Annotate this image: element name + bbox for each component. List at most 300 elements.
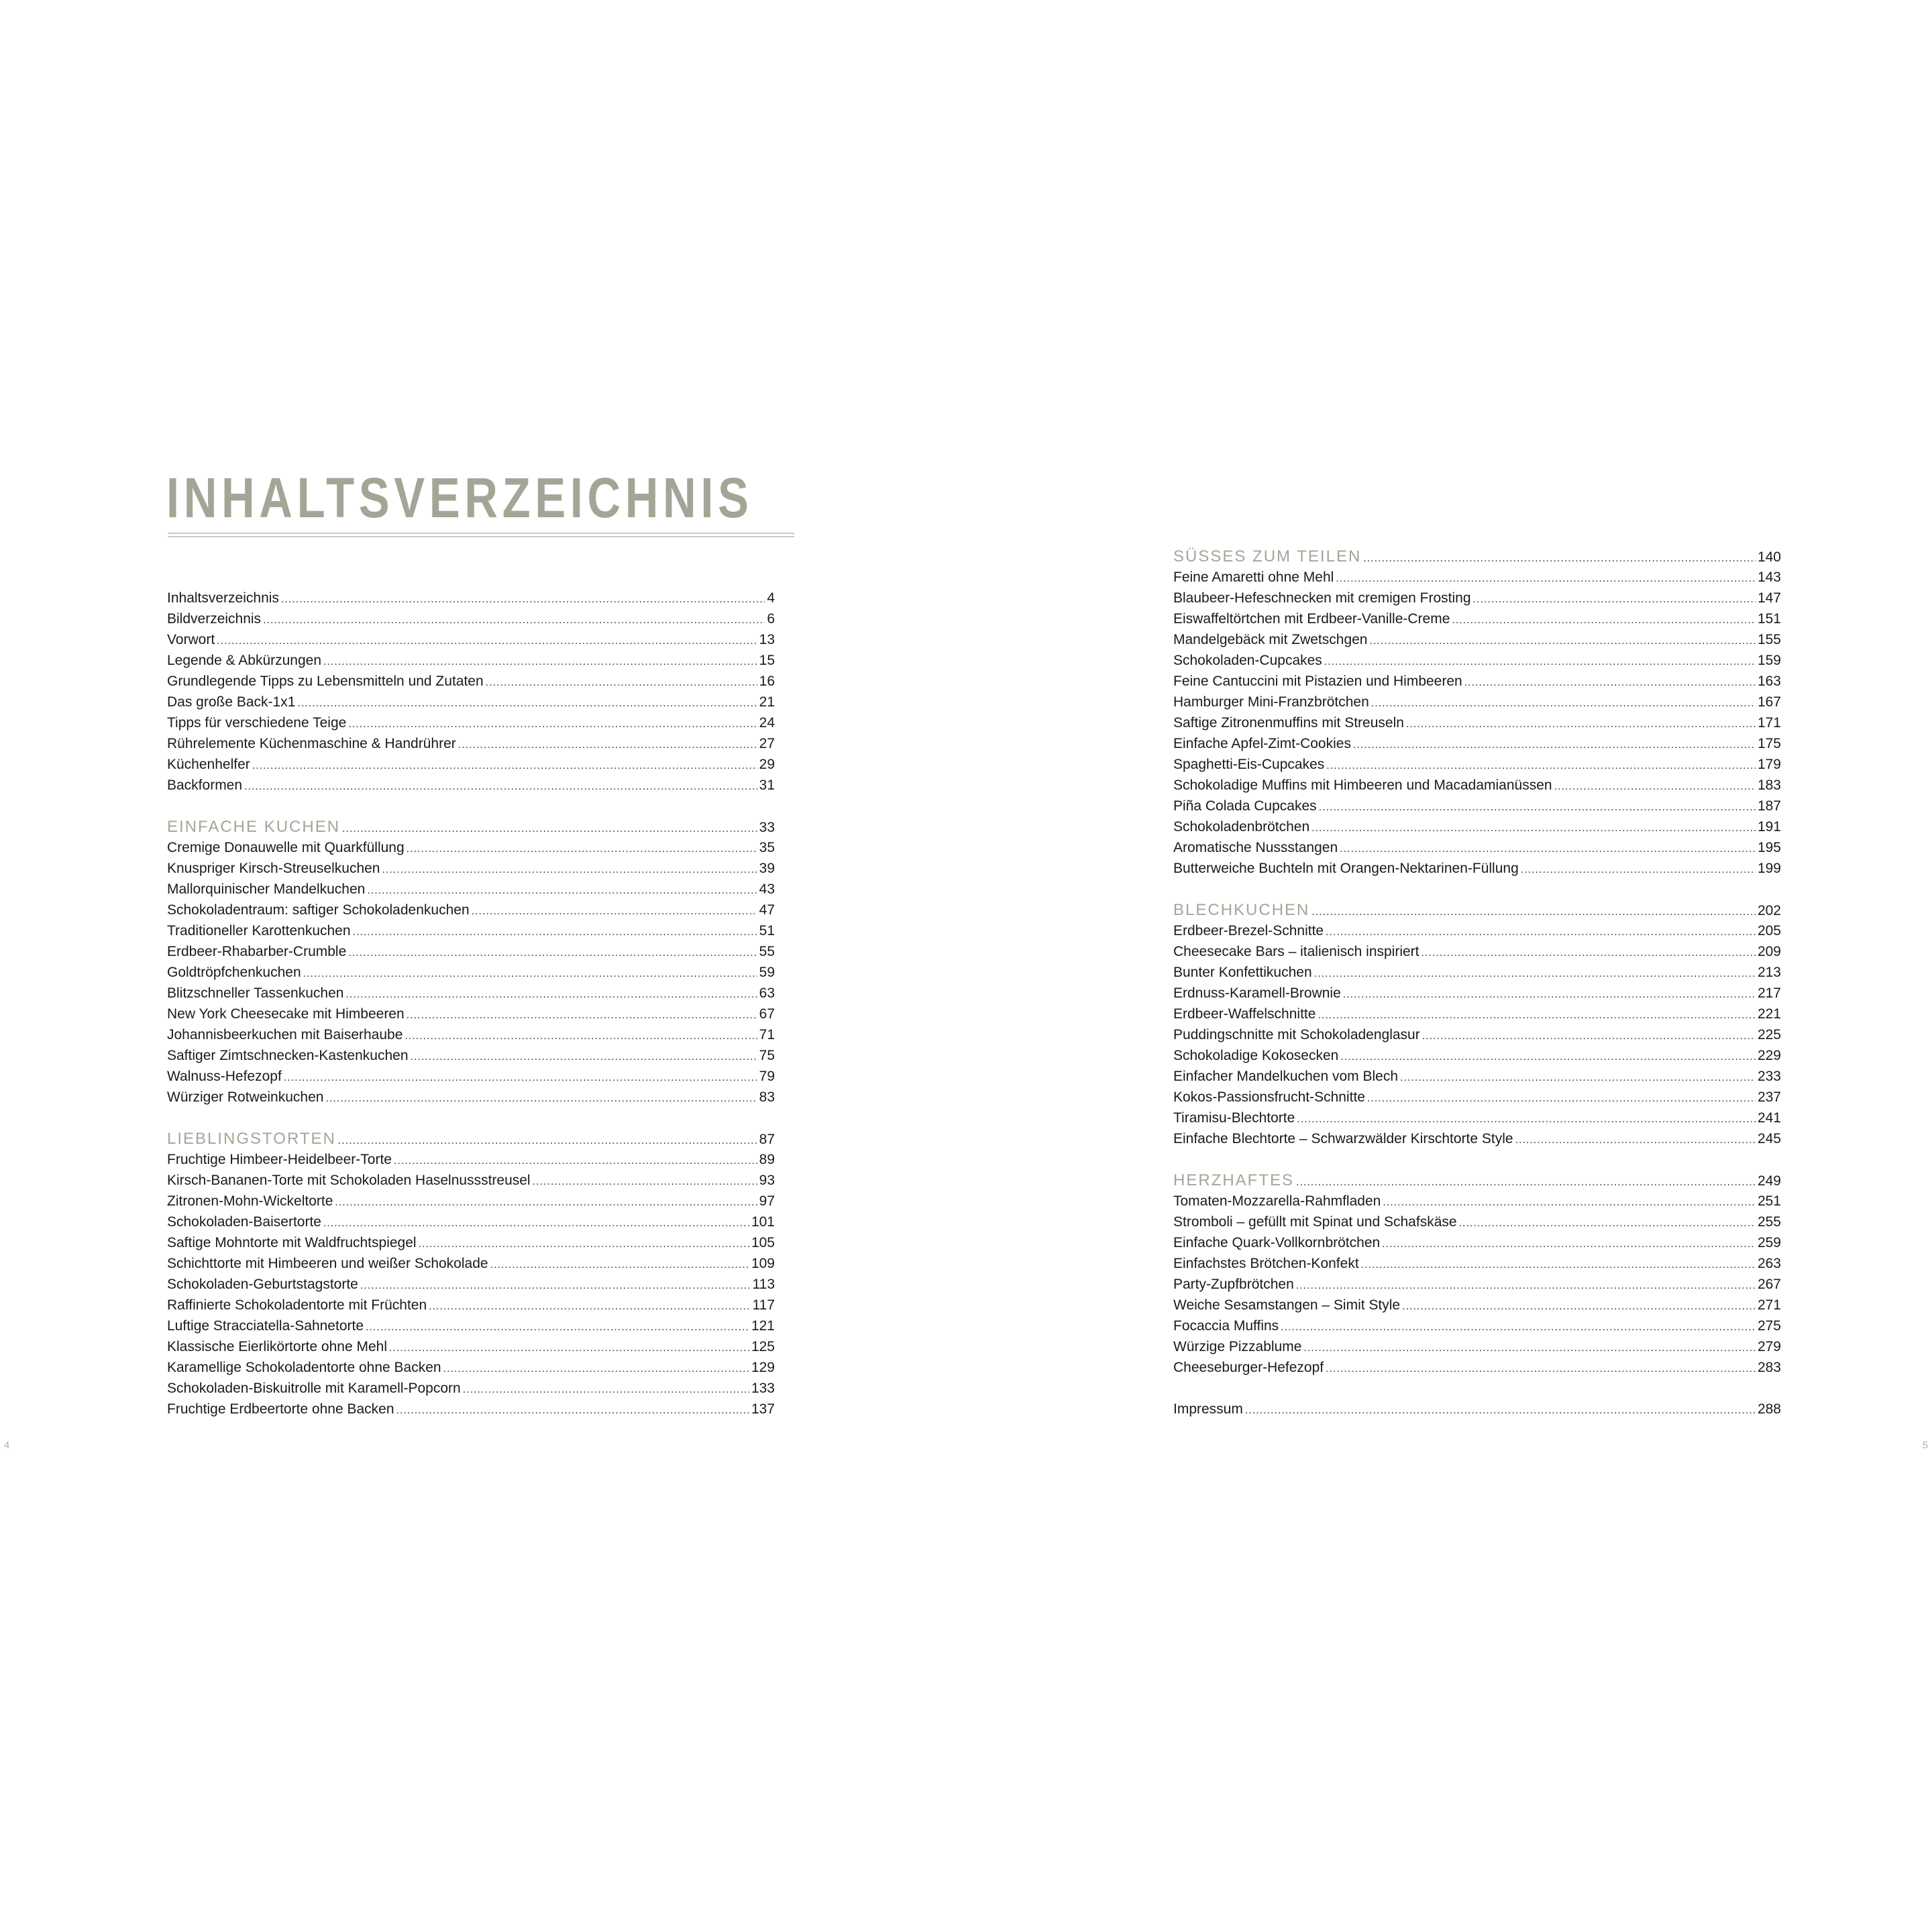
dot-leader — [297, 693, 757, 714]
dot-leader — [345, 984, 757, 1005]
dot-leader — [366, 1317, 749, 1338]
dot-leader — [1554, 776, 1756, 797]
toc-section — [167, 1128, 775, 1419]
toc-page-number: 137 — [751, 1401, 775, 1417]
toc-entry-title: Erdbeer-Rhabarber-Crumble — [167, 944, 347, 959]
toc-entry[interactable] — [167, 1232, 775, 1253]
toc-page-number: 67 — [759, 1006, 775, 1022]
dot-leader — [1324, 651, 1756, 672]
toc-entry[interactable] — [167, 1253, 775, 1274]
toc-entry-title: Saftige Mohntorte mit Waldfruchtspiegel — [167, 1235, 417, 1250]
dot-leader — [1422, 1026, 1756, 1046]
toc-entry[interactable] — [167, 1066, 775, 1087]
toc-page-number: 241 — [1757, 1110, 1781, 1126]
toc-entry[interactable] — [1173, 712, 1781, 733]
dot-leader — [1371, 693, 1756, 714]
toc-entry-title: Kirsch-Bananen-Torte mit Schokoladen Haselnussstreusel — [167, 1173, 531, 1188]
toc-entry-title: Schichttorte mit Himbeeren und weißer Schokolade — [167, 1256, 488, 1271]
toc-entry[interactable] — [167, 692, 775, 712]
toc-entry[interactable] — [1173, 1045, 1781, 1066]
toc-page-number: 33 — [759, 820, 775, 835]
toc-entry-title: Schokoladen-Biskuitrolle mit Karamell-Popcorn — [167, 1381, 461, 1396]
toc-page-number: 221 — [1757, 1006, 1781, 1022]
toc-page-number: 21 — [759, 694, 775, 710]
toc-entry[interactable] — [1173, 1316, 1781, 1336]
toc-page-number: 191 — [1757, 819, 1781, 835]
toc-entry-title: Karamellige Schokoladentorte ohne Backen — [167, 1360, 441, 1375]
toc-right-column — [1173, 546, 1781, 1419]
dot-leader — [396, 1400, 749, 1421]
toc-entry-title: Küchenhelfer — [167, 757, 250, 772]
toc-page-number: 237 — [1757, 1089, 1781, 1105]
toc-page-number: 15 — [759, 653, 775, 668]
toc-page-number: 51 — [759, 923, 775, 938]
toc-page-number: 151 — [1757, 611, 1781, 627]
toc-entry[interactable] — [167, 941, 775, 962]
toc-entry[interactable] — [1173, 775, 1781, 796]
toc-page-number: 171 — [1757, 715, 1781, 731]
toc-page-number: 275 — [1757, 1318, 1781, 1334]
dot-leader — [1343, 984, 1756, 1005]
dot-leader — [284, 1067, 757, 1088]
toc-entry-title: Schokoladen-Cupcakes — [1173, 653, 1322, 668]
toc-entry[interactable] — [167, 1378, 775, 1399]
section-heading: LIEBLINGSTORTEN — [167, 1130, 336, 1148]
section-heading: BLECHKUCHEN — [1173, 901, 1310, 919]
toc-entry[interactable] — [1173, 608, 1781, 629]
toc-page-number: 187 — [1757, 798, 1781, 814]
dot-leader — [353, 922, 757, 943]
toc-entry[interactable] — [167, 983, 775, 1004]
dot-leader — [458, 735, 757, 755]
toc-page-number: 4 — [767, 590, 775, 606]
toc-entry[interactable] — [1173, 671, 1781, 692]
toc-page-number: 283 — [1757, 1360, 1781, 1375]
section-spacer — [167, 1108, 775, 1128]
toc-entry[interactable] — [1173, 920, 1781, 941]
dot-leader — [463, 1379, 749, 1400]
toc-entry[interactable] — [167, 1045, 775, 1066]
dot-leader — [323, 651, 757, 672]
toc-page-number: 263 — [1757, 1256, 1781, 1271]
dot-leader — [394, 1150, 757, 1171]
page-number-left: 4 — [4, 1440, 10, 1451]
dot-leader — [360, 1275, 751, 1296]
section-heading: SÜSSES ZUM TEILEN — [1173, 547, 1362, 566]
toc-entry[interactable] — [1173, 692, 1781, 712]
toc-page-number: 105 — [751, 1235, 775, 1250]
toc-page-number: 29 — [759, 757, 775, 772]
dot-leader — [1363, 548, 1756, 569]
dot-leader — [335, 1192, 757, 1213]
toc-entry-title: Einfachstes Brötchen-Konfekt — [1173, 1256, 1359, 1271]
toc-entry-title: Schokoladige Muffins mit Himbeeren und Macadamianüssen — [1173, 777, 1552, 793]
toc-entry[interactable] — [1173, 858, 1781, 879]
toc-entry-title: Erdbeer-Waffelschnitte — [1173, 1006, 1316, 1022]
toc-entry-title: Zitronen-Mohn-Wickeltorte — [167, 1193, 333, 1209]
toc-entry-title: Grundlegende Tipps zu Lebensmitteln und Zutaten — [167, 674, 484, 689]
toc-entry-title: Party-Zupfbrötchen — [1173, 1277, 1294, 1292]
toc-entry-title: Saftiger Zimtschnecken-Kastenkuchen — [167, 1048, 409, 1063]
toc-page-number: 217 — [1757, 985, 1781, 1001]
toc-entry-title: Butterweiche Buchteln mit Orangen-Nektarinen-Füllung — [1173, 861, 1519, 876]
dot-leader — [443, 1358, 749, 1379]
toc-page-number: 121 — [751, 1318, 775, 1334]
dot-leader — [1319, 797, 1756, 818]
toc-page-number: 195 — [1757, 840, 1781, 855]
toc-page-number: 47 — [759, 902, 775, 918]
dot-leader — [1400, 1067, 1756, 1088]
toc-page-number: 271 — [1757, 1297, 1781, 1313]
toc-page-number: 113 — [752, 1277, 775, 1292]
toc-entry[interactable] — [167, 629, 775, 650]
section-heading: EINFACHE KUCHEN — [167, 818, 341, 836]
toc-entry-title: Cheesecake Bars – italienisch inspiriert — [1173, 944, 1419, 959]
toc-page-number: 125 — [751, 1339, 775, 1354]
dot-leader — [389, 1338, 749, 1358]
dot-leader — [1421, 943, 1756, 963]
toc-entry-title: Walnuss-Hefezopf — [167, 1069, 282, 1084]
toc-entry-title: Blaubeer-Hefeschnecken mit cremigen Frosting — [1173, 590, 1471, 606]
dot-leader — [1383, 1192, 1756, 1213]
toc-page-number: 213 — [1757, 965, 1781, 980]
dot-leader — [217, 631, 757, 651]
section-heading-row[interactable] — [167, 1128, 775, 1149]
dot-leader — [1406, 714, 1756, 735]
toc-page-number: 279 — [1757, 1339, 1781, 1354]
toc-entry-title: Impressum — [1173, 1401, 1243, 1417]
dot-leader — [1326, 755, 1756, 776]
toc-page-number: 109 — [751, 1256, 775, 1271]
dot-leader — [486, 672, 757, 693]
toc-page-number: 205 — [1757, 923, 1781, 938]
toc-page-number: 179 — [1757, 757, 1781, 772]
toc-entry[interactable] — [1173, 1108, 1781, 1128]
toc-page-number: 71 — [759, 1027, 775, 1042]
toc-entry[interactable] — [1173, 962, 1781, 983]
toc-page-number: 6 — [767, 611, 775, 627]
dot-leader — [411, 1046, 757, 1067]
dot-leader — [1521, 859, 1756, 880]
dot-leader — [263, 610, 765, 631]
dot-leader — [490, 1254, 749, 1275]
toc-entry[interactable] — [167, 1004, 775, 1024]
toc-page-number: 209 — [1757, 944, 1781, 959]
toc-entry[interactable] — [167, 754, 775, 775]
dot-leader — [1296, 1275, 1756, 1296]
toc-left-column — [167, 588, 775, 1419]
toc-page-number: 140 — [1757, 549, 1781, 565]
dot-leader — [1402, 1296, 1756, 1317]
dot-leader — [1326, 1358, 1756, 1379]
toc-page-number: 159 — [1757, 653, 1781, 668]
toc-entry[interactable] — [1173, 1024, 1781, 1045]
toc-entry[interactable] — [1173, 1066, 1781, 1087]
toc-entry[interactable] — [1173, 983, 1781, 1004]
toc-entry[interactable] — [1173, 1191, 1781, 1212]
toc-entry-title: Würzige Pizzablume — [1173, 1339, 1302, 1354]
toc-page-number: 175 — [1757, 736, 1781, 751]
dot-leader — [1326, 922, 1756, 943]
toc-entry[interactable] — [1173, 1357, 1781, 1378]
toc-entry[interactable] — [167, 858, 775, 879]
toc-page-number: 245 — [1757, 1131, 1781, 1146]
toc-entry[interactable] — [1173, 941, 1781, 962]
toc-entry[interactable] — [1173, 1336, 1781, 1357]
toc-page-number: 93 — [759, 1173, 775, 1188]
section-heading-row[interactable] — [1173, 1170, 1781, 1191]
dot-leader — [472, 901, 757, 922]
dot-leader — [1296, 1172, 1756, 1193]
toc-page-number: 163 — [1757, 674, 1781, 689]
dot-leader — [1303, 1338, 1756, 1358]
toc-entry[interactable] — [1173, 1004, 1781, 1024]
toc-page-number: 101 — [751, 1214, 775, 1230]
toc-entry-title: Klassische Eierlikörtorte ohne Mehl — [167, 1339, 387, 1354]
toc-entry[interactable] — [167, 1295, 775, 1316]
toc-entry[interactable] — [1173, 816, 1781, 837]
dot-leader — [1318, 1005, 1756, 1026]
toc-page-number: 75 — [759, 1048, 775, 1063]
dot-leader — [407, 839, 757, 859]
toc-entry-title: Saftige Zitronenmuffins mit Streuseln — [1173, 715, 1404, 731]
toc-entry[interactable] — [167, 1316, 775, 1336]
section-heading-row[interactable] — [1173, 900, 1781, 920]
toc-page-number: 133 — [751, 1381, 775, 1396]
dot-leader — [342, 818, 757, 839]
section-heading-row[interactable] — [1173, 546, 1781, 567]
toc-entry-title: Eiswaffeltörtchen mit Erdbeer-Vanille-Creme — [1173, 611, 1450, 627]
toc-entry-title: Mallorquinischer Mandelkuchen — [167, 881, 366, 897]
toc-page-number: 83 — [759, 1089, 775, 1105]
toc-section — [1173, 546, 1781, 879]
dot-leader — [1311, 818, 1756, 839]
toc-entry[interactable] — [167, 1149, 775, 1170]
toc-entry[interactable] — [167, 733, 775, 754]
toc-section — [1173, 1170, 1781, 1378]
toc-entry[interactable] — [1173, 588, 1781, 608]
toc-section — [167, 588, 775, 796]
toc-entry[interactable] — [1173, 796, 1781, 816]
toc-entry-title: Erdbeer-Brezel-Schnitte — [1173, 923, 1324, 938]
toc-entry-title: Stromboli – gefüllt mit Spinat und Schafskäse — [1173, 1214, 1457, 1230]
toc-page-number: 183 — [1757, 777, 1781, 793]
toc-page-number: 24 — [759, 715, 775, 731]
toc-page-number: 155 — [1757, 632, 1781, 647]
toc-page-number: 233 — [1757, 1069, 1781, 1084]
toc-entry[interactable] — [167, 671, 775, 692]
dot-leader — [348, 943, 757, 963]
dot-leader — [1367, 1088, 1756, 1109]
toc-entry-title: Spaghetti-Eis-Cupcakes — [1173, 757, 1325, 772]
toc-entry[interactable] — [1173, 650, 1781, 671]
toc-page-number: 59 — [759, 965, 775, 980]
toc-entry-title: Bunter Konfettikuchen — [1173, 965, 1312, 980]
dot-leader — [325, 1088, 757, 1109]
toc-page-number: 255 — [1757, 1214, 1781, 1230]
toc-page-number: 249 — [1757, 1173, 1781, 1189]
toc-entry-title: Vorwort — [167, 632, 215, 647]
toc-entry[interactable] — [167, 1336, 775, 1357]
toc-entry[interactable] — [1173, 754, 1781, 775]
toc-entry-title: Focaccia Muffins — [1173, 1318, 1279, 1334]
dot-leader — [303, 963, 757, 984]
toc-entry[interactable] — [1173, 1274, 1781, 1295]
toc-entry[interactable] — [167, 1191, 775, 1212]
toc-entry-title: Blitzschneller Tassenkuchen — [167, 985, 344, 1001]
dot-leader — [1353, 735, 1756, 755]
page-number-right: 5 — [1922, 1440, 1928, 1451]
toc-entry-title: Legende & Abkürzungen — [167, 653, 322, 668]
toc-entry[interactable] — [167, 712, 775, 733]
toc-section — [1173, 1399, 1781, 1419]
toc-entry-title: Backformen — [167, 777, 243, 793]
toc-entry-title: Fruchtige Himbeer-Heidelbeer-Torte — [167, 1152, 392, 1167]
toc-entry[interactable] — [167, 1170, 775, 1191]
toc-entry[interactable] — [167, 1024, 775, 1045]
toc-entry-title: Einfache Apfel-Zimt-Cookies — [1173, 736, 1351, 751]
toc-entry-title: Cremige Donauwelle mit Quarkfüllung — [167, 840, 405, 855]
dot-leader — [1452, 610, 1756, 631]
dot-leader — [407, 1005, 757, 1026]
page-title: INHALTSVERZEICHNIS — [166, 466, 753, 529]
toc-entry[interactable] — [1173, 629, 1781, 650]
dot-leader — [281, 589, 765, 610]
toc-entry[interactable] — [167, 1399, 775, 1419]
toc-entry-title: Einfache Quark-Vollkornbrötchen — [1173, 1235, 1381, 1250]
toc-entry[interactable] — [1173, 733, 1781, 754]
dot-leader — [1515, 1130, 1756, 1150]
dot-leader — [1464, 672, 1756, 693]
toc-entry[interactable] — [1173, 1212, 1781, 1232]
dot-leader — [1281, 1317, 1756, 1338]
toc-entry-title: Traditioneller Karottenkuchen — [167, 923, 351, 938]
toc-page-number: 251 — [1757, 1193, 1781, 1209]
dot-leader — [338, 1130, 757, 1151]
dot-leader — [1473, 589, 1756, 610]
toc-entry-title: Rührelemente Küchenmaschine & Handrührer — [167, 736, 456, 751]
toc-page-number: 63 — [759, 985, 775, 1001]
toc-page-number: 79 — [759, 1069, 775, 1084]
toc-entry[interactable] — [167, 1357, 775, 1378]
dot-leader — [1361, 1254, 1756, 1275]
toc-entry-title: Feine Cantuccini mit Pistazien und Himbeeren — [1173, 674, 1462, 689]
toc-entry-title: Piña Colada Cupcakes — [1173, 798, 1317, 814]
toc-entry-title: Schokoladen-Baisertorte — [167, 1214, 321, 1230]
toc-entry[interactable] — [167, 837, 775, 858]
toc-entry[interactable] — [167, 1087, 775, 1108]
toc-entry[interactable] — [167, 900, 775, 920]
toc-entry-title: Schokoladige Kokosecken — [1173, 1048, 1339, 1063]
toc-page-number: 117 — [752, 1297, 775, 1313]
toc-entry-title: Kokos-Passionsfrucht-Schnitte — [1173, 1089, 1365, 1105]
toc-entry-title: Fruchtige Erdbeertorte ohne Backen — [167, 1401, 394, 1417]
toc-entry-title: Schokoladen-Geburtstagstorte — [167, 1277, 358, 1292]
dot-leader — [405, 1026, 757, 1046]
toc-page-number: 267 — [1757, 1277, 1781, 1292]
toc-entry[interactable] — [1173, 1232, 1781, 1253]
toc-entry[interactable] — [167, 920, 775, 941]
toc-entry[interactable] — [1173, 1399, 1781, 1419]
toc-entry-title: Inhaltsverzeichnis — [167, 590, 279, 606]
section-spacer — [1173, 879, 1781, 900]
section-spacer — [167, 796, 775, 816]
toc-entry[interactable] — [167, 1212, 775, 1232]
dot-leader — [419, 1234, 749, 1254]
toc-page-number: 87 — [759, 1132, 775, 1147]
toc-page-number: 89 — [759, 1152, 775, 1167]
dot-leader — [1311, 902, 1756, 922]
toc-entry-title: Tiramisu-Blechtorte — [1173, 1110, 1295, 1126]
section-spacer — [1173, 1378, 1781, 1399]
dot-leader — [367, 880, 757, 901]
toc-entry[interactable] — [1173, 1087, 1781, 1108]
toc-page-number: 143 — [1757, 570, 1781, 585]
toc-entry-title: Mandelgebäck mit Zwetschgen — [1173, 632, 1368, 647]
toc-page-number: 31 — [759, 777, 775, 793]
toc-page-number: 27 — [759, 736, 775, 751]
toc-page-number: 225 — [1757, 1027, 1781, 1042]
title-divider — [168, 533, 794, 537]
dot-leader — [244, 776, 757, 797]
toc-entry[interactable] — [1173, 567, 1781, 588]
dot-leader — [1297, 1109, 1756, 1130]
toc-entry-title: Einfache Blechtorte – Schwarzwälder Kirschtorte Style — [1173, 1131, 1513, 1146]
toc-entry-title: Johannisbeerkuchen mit Baiserhaube — [167, 1027, 403, 1042]
toc-entry-title: Das große Back-1x1 — [167, 694, 296, 710]
toc-entry-title: Aromatische Nussstangen — [1173, 840, 1338, 855]
toc-entry[interactable] — [1173, 1295, 1781, 1316]
dot-leader — [1340, 839, 1756, 859]
dot-leader — [252, 755, 757, 776]
toc-entry[interactable] — [1173, 1253, 1781, 1274]
dot-leader — [1314, 963, 1756, 984]
toc-entry-title: Raffinierte Schokoladentorte mit Früchten — [167, 1297, 427, 1313]
toc-entry[interactable] — [1173, 1128, 1781, 1149]
dot-leader — [1369, 631, 1755, 651]
toc-entry-title: Erdnuss-Karamell-Brownie — [1173, 985, 1341, 1001]
section-heading-row[interactable] — [167, 816, 775, 837]
toc-page-number: 55 — [759, 944, 775, 959]
toc-entry[interactable] — [167, 588, 775, 608]
toc-entry[interactable] — [1173, 837, 1781, 858]
toc-page-number: 147 — [1757, 590, 1781, 606]
toc-entry[interactable] — [167, 650, 775, 671]
toc-page-number: 229 — [1757, 1048, 1781, 1063]
toc-section — [167, 816, 775, 1108]
toc-page-number: 97 — [759, 1193, 775, 1209]
dot-leader — [323, 1213, 749, 1234]
toc-entry[interactable] — [167, 608, 775, 629]
toc-section — [1173, 900, 1781, 1149]
toc-page-number: 35 — [759, 840, 775, 855]
toc-entry[interactable] — [167, 879, 775, 900]
toc-page-number: 129 — [751, 1360, 775, 1375]
dot-leader — [1382, 1234, 1756, 1254]
toc-entry[interactable] — [167, 962, 775, 983]
toc-entry-title: New York Cheesecake mit Himbeeren — [167, 1006, 405, 1022]
toc-page-number: 43 — [759, 881, 775, 897]
toc-entry-title: Tomaten-Mozzarella-Rahmfladen — [1173, 1193, 1381, 1209]
toc-entry[interactable] — [167, 1274, 775, 1295]
toc-entry-title: Goldtröpfchenkuchen — [167, 965, 301, 980]
dot-leader — [533, 1171, 757, 1192]
toc-page-number: 199 — [1757, 861, 1781, 876]
toc-entry[interactable] — [167, 775, 775, 796]
toc-entry-title: Cheeseburger-Hefezopf — [1173, 1360, 1324, 1375]
dot-leader — [1340, 1046, 1756, 1067]
dot-leader — [1336, 568, 1756, 589]
